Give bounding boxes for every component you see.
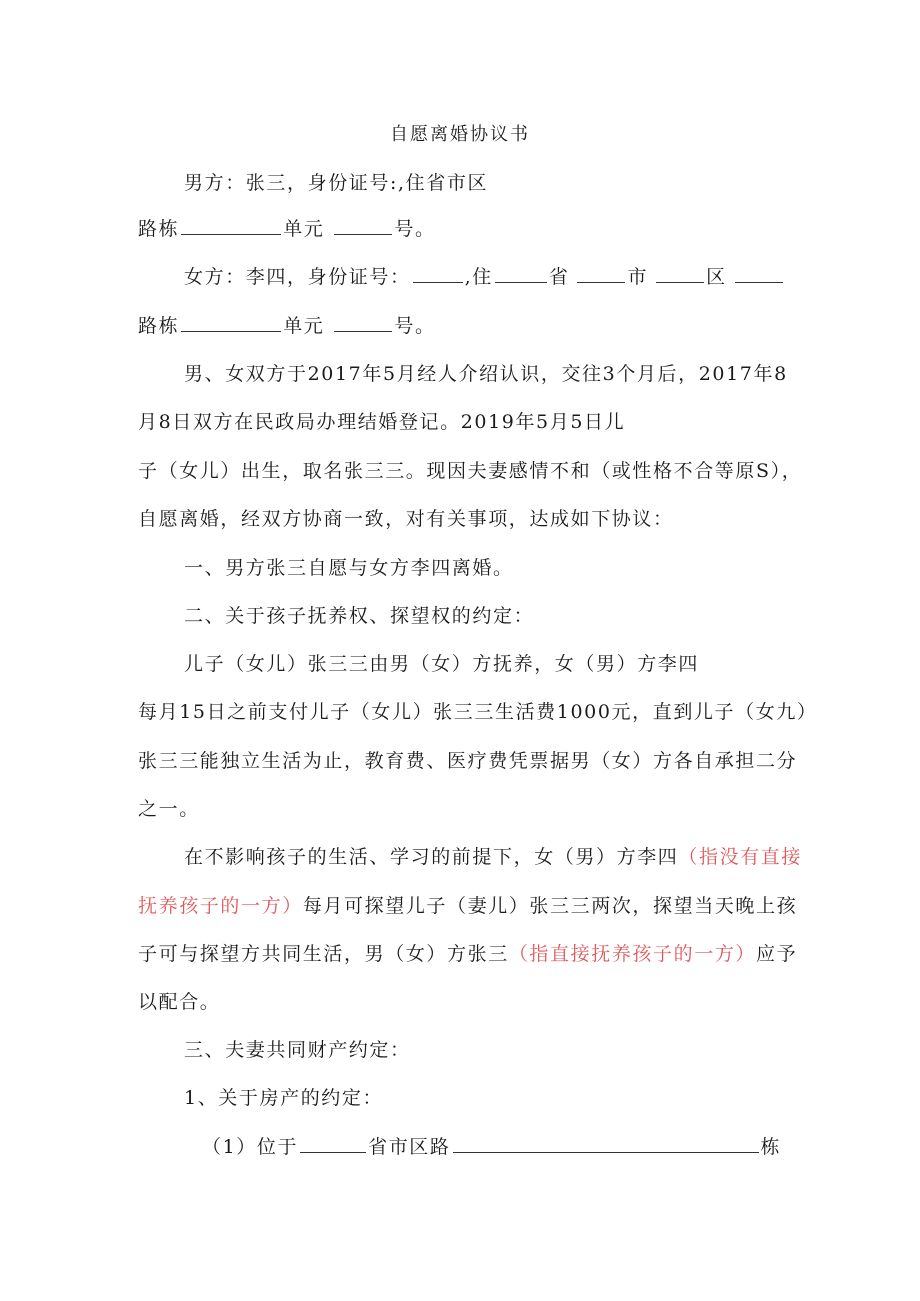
visit-line-3 — [138, 939, 798, 969]
woman-id-label: 女方：李四，身份证号： — [184, 266, 411, 288]
blank-field — [181, 313, 281, 332]
intro-line-3: 子（女儿）出生，取名张三三。现因夫妻感情不和（或性格不合等原S）， — [138, 460, 803, 482]
man-address-line — [138, 214, 788, 244]
number-label: 号。 — [394, 315, 436, 337]
city-label: 市 — [627, 266, 649, 288]
house-item-1 — [202, 1132, 852, 1162]
man-info-line: 男方：张三，身份证号:,住省市区 — [184, 172, 489, 194]
blank-field — [334, 313, 392, 332]
visit-line-4: 以配合。 — [138, 991, 221, 1013]
house-item-prefix: （1）位于 — [202, 1136, 299, 1158]
blank-field — [577, 264, 625, 283]
blank-field — [495, 264, 547, 283]
intro-line-2: 月8日双方在民政局办理结婚登记。2019年5月5日儿 — [138, 411, 626, 433]
blank-field — [656, 264, 704, 283]
woman-info-line — [184, 262, 834, 292]
blank-field — [453, 1134, 759, 1153]
annotation-note: 抚养孩子的一方） — [138, 895, 303, 917]
road-label: 路栋 — [138, 218, 180, 240]
number-label: 号。 — [394, 218, 436, 240]
intro-line-1: 男、女双方于2017年5月经人介绍认识，交往3个月后，2017年8 — [184, 363, 788, 385]
annotation-note: （指没有直接 — [678, 846, 803, 868]
clause-3: 三、夫妻共同财产约定： — [184, 1039, 411, 1061]
clause-2: 二、关于孩子抚养权、探望权的约定： — [184, 605, 535, 627]
blank-field — [181, 216, 281, 235]
residence-label: ,住 — [464, 266, 493, 288]
woman-address-line — [138, 311, 788, 341]
unit-label: 单元 — [283, 218, 325, 240]
clause-1: 一、男方张三自愿与女方李四离婚。 — [184, 557, 514, 579]
road-label: 路栋 — [138, 315, 180, 337]
annotation-note: （指直接抚养孩子的一方） — [508, 943, 757, 965]
unit-label: 单元 — [283, 315, 325, 337]
district-label: 区 — [706, 266, 727, 288]
intro-line-4: 自愿离婚，经双方协商一致，对有关事项，达成如下协议： — [138, 508, 674, 530]
house-title: 1、关于房产的约定： — [184, 1087, 384, 1109]
blank-field — [300, 1134, 366, 1153]
visit-text: 每月可探望儿子（妻儿）张三三两次，探望当天晚上孩 — [302, 895, 798, 917]
custody-line-4: 之一。 — [138, 798, 200, 820]
blank-field — [334, 216, 392, 235]
custody-line-3: 张三三能独立生活为止，教育费、医疗费凭票据男（女）方各自承担二分 — [138, 750, 798, 772]
custody-line-1: 儿子（女儿）张三三由男（女）方抚养，女（男）方李四 — [184, 653, 700, 675]
house-location-label: 省市区路 — [368, 1136, 451, 1158]
province-label: 省 — [548, 266, 570, 288]
visit-text: 子可与探望方共同生活，男（女）方张三 — [138, 943, 509, 965]
visit-text: 应予 — [756, 943, 798, 965]
blank-field — [735, 264, 783, 283]
building-label: 栋 — [760, 1136, 782, 1158]
blank-field — [413, 264, 463, 283]
document-title: 自愿离婚协议书 — [390, 124, 530, 145]
visit-line-2 — [138, 891, 798, 921]
visit-line-1 — [184, 842, 834, 872]
visit-text: 在不影响孩子的生活、学习的前提下，女（男）方李四 — [184, 846, 679, 868]
custody-line-2: 每月15日之前支付儿子（女儿）张三三生活费1000元，直到儿子（女九） — [138, 701, 818, 723]
